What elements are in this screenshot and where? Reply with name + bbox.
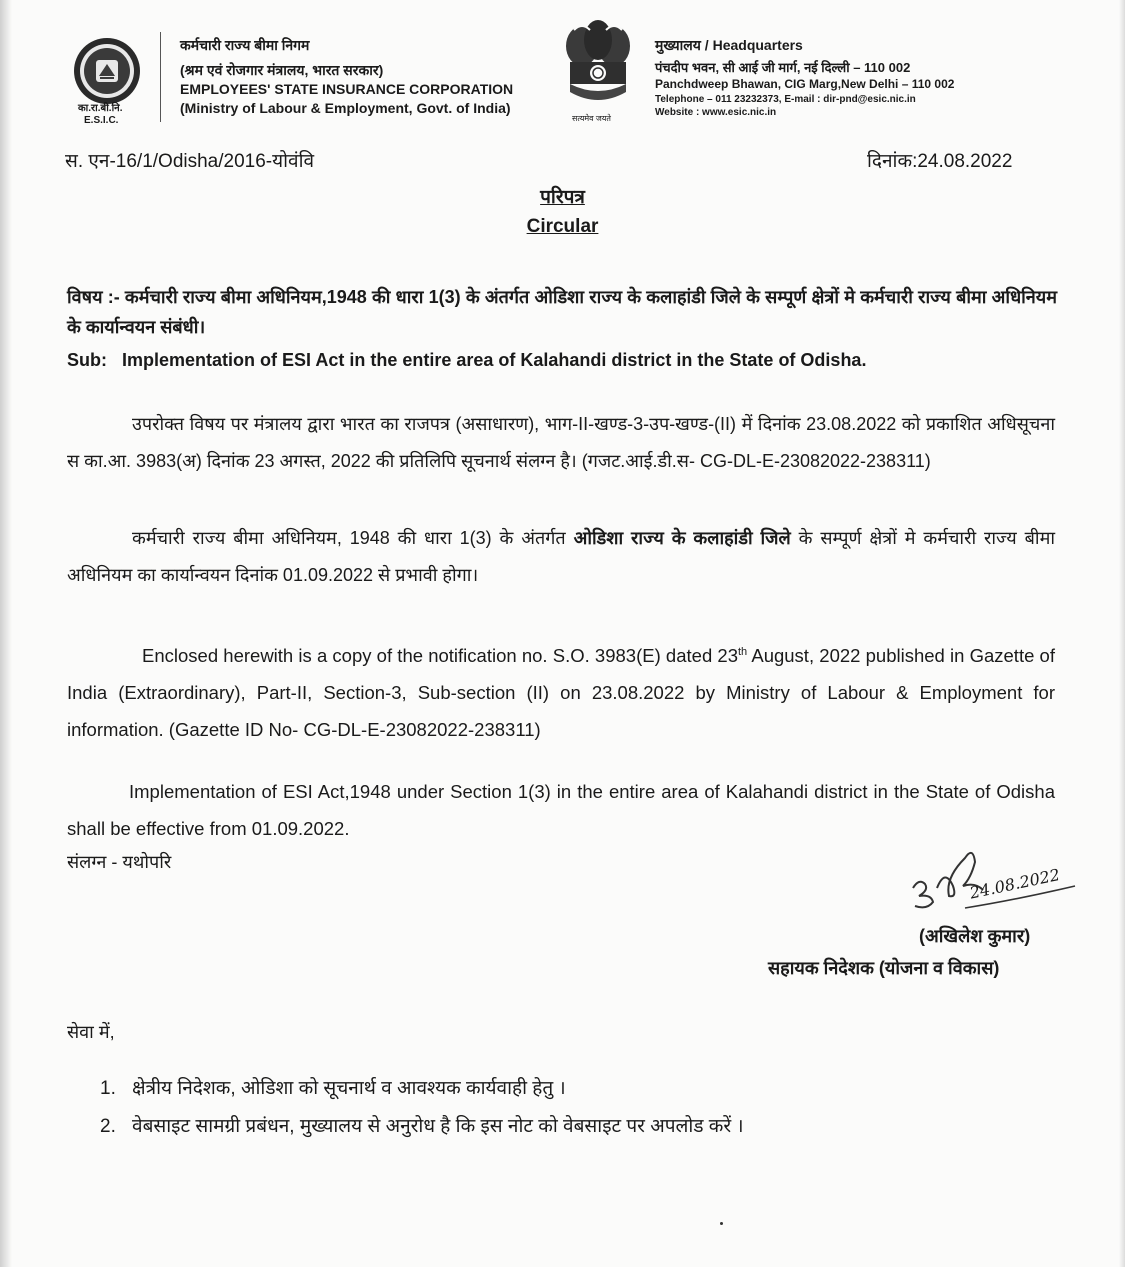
org-name-english: EMPLOYEES' STATE INSURANCE CORPORATION (180, 81, 514, 97)
esic-logo-icon (72, 36, 142, 106)
organization-block (180, 36, 513, 118)
body-paragraph-english-1 (67, 634, 1055, 748)
hq-website: Website : www.esic.nic.in (655, 107, 777, 118)
p2-text-bold: ओडिशा राज्य के कलाहांडी जिले (573, 528, 791, 548)
signer-name: (अखिलेश कुमार) (919, 926, 1031, 946)
recipient-number: 1. (100, 1078, 116, 1099)
national-emblem-icon (556, 18, 640, 114)
to-label: सेवा में, (67, 1022, 115, 1042)
hq-address-english: Panchdweep Bhawan, CIG Marg,New Delhi – 110 002 (655, 77, 955, 91)
hq-title: मुख्यालय / Headquarters (655, 37, 803, 53)
esic-abbr-english: E.S.I.C. (84, 115, 119, 126)
scan-dot-mark (720, 1222, 723, 1225)
header-divider (160, 32, 161, 122)
recipient-item (100, 1112, 744, 1138)
recipient-text: क्षेत्रीय निदेशक, ओडिशा को सूचनार्थ व आवश्यक कार्यवाही हेतु । (132, 1078, 566, 1099)
circular-date: दिनांक:24.08.2022 (867, 151, 1013, 172)
p2-text-c: के सम्पूर्ण क्षेत्रों मे कर्मचारी राज्य बीमा अधिनियम का कार्यान्वयन दिनांक 01.09.2022 से प्रभावी होगा। (67, 528, 1056, 585)
org-name-hindi: कर्मचारी राज्य बीमा निगम (180, 37, 310, 53)
reference-number: स. एन-16/1/Odisha/2016-योवंवि (65, 151, 315, 172)
body-paragraph-hindi-2 (67, 520, 1055, 594)
emblem-motto: सत्यमेव जयते (572, 114, 611, 123)
headquarters-block (655, 36, 954, 119)
ministry-hindi: (श्रम एवं रोजगार मंत्रालय, भारत सरकार) (180, 62, 384, 78)
signature-date: 24.08.2022 (968, 864, 1062, 903)
heading-english: Circular (526, 216, 599, 237)
p3-text-a: Enclosed herewith is a copy of the notification no. S.O. 3983(E) dated 23 (142, 645, 738, 667)
signer-designation: सहायक निदेशक (योजना व विकास) (768, 958, 1000, 978)
enclosure-note: संलग्न - यथोपरि (67, 852, 172, 872)
hq-address-hindi: पंचदीप भवन, सी आई जी मार्ग, नई दिल्ली – 110 002 (655, 60, 911, 75)
recipient-number: 2. (100, 1116, 116, 1137)
subject-english: Sub: Implementation of ESI Act in the entire area of Kalahandi district in the State of Odisha. (67, 350, 867, 370)
p3-text-b: August, 2022 published in Gazette of India (Extraordinary), Part-II, Section-3, Sub-section (II) on 23.08.2022 by Ministry of Labour & Employment for information. (Gazette ID No- CG-DL-E-23082022-238311) (67, 645, 1055, 741)
p2-text-a: कर्मचारी राज्य बीमा अधिनियम, 1948 की धारा 1(3) के अंतर्गत (132, 528, 574, 548)
heading-hindi: परिपत्र (540, 187, 585, 208)
recipient-item (100, 1074, 566, 1100)
recipient-text: वेबसाइट सामग्री प्रबंधन, मुख्यालय से अनुरोध है कि इस नोट को वेबसाइट पर अपलोड करें । (132, 1116, 744, 1137)
body-paragraph-hindi-1: उपरोक्त विषय पर मंत्रालय द्वारा भारत का राजपत्र (असाधारण), भाग-II-खण्ड-3-उप-खण्ड-(II) में दिनांक 23.08.2022 को प्रकाशित अधिसूचना स का.आ. 3983(अ) दिनांक 23 अगस्त, 2022 की प्रतिलिपि सूचनार्थ संलग्न है। (गजट.आई.डी.स- CG-DL-E-23082022-238311) (67, 414, 1055, 471)
p3-superscript: th (738, 646, 748, 658)
hq-telephone-email: Telephone – 011 23232373, E-mail : dir-pnd@esic.nic.in (655, 94, 916, 105)
body-paragraph-english-2: Implementation of ESI Act,1948 under Section 1(3) in the entire area of Kalahandi district in the State of Odisha shall be effective from 01.09.2022. (67, 781, 1055, 839)
ministry-english: (Ministry of Labour & Employment, Govt. of India) (180, 100, 511, 116)
subject-hindi: विषय :- कर्मचारी राज्य बीमा अधिनियम,1948 की धारा 1(3) के अंतर्गत ओडिशा राज्य के कलाहांडी जिले के सम्पूर्ण क्षेत्रों मे कर्मचारी राज्य बीमा अधिनियम के कार्यान्वयन संबंधी। (67, 287, 1057, 337)
esic-abbr-hindi: का.रा.बी.नि. (78, 103, 123, 114)
